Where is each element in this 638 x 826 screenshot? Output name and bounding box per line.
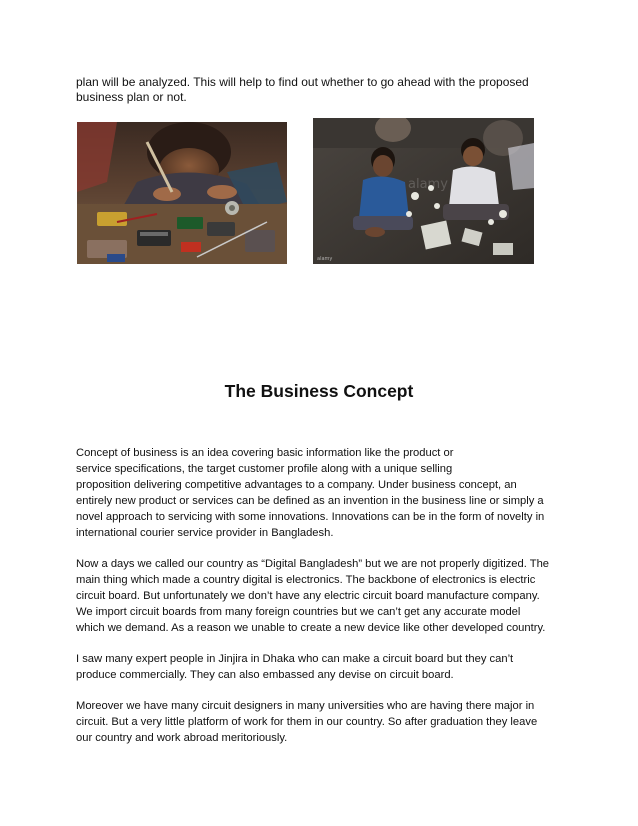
photo-electronics-repair xyxy=(77,122,287,264)
text-line: which we demand. As a reason we unable to create a new device like other developed country. xyxy=(76,621,546,634)
text-line: main thing which made a country digital is electronics. The backbone of electronics is electric xyxy=(76,573,536,586)
text-line: I saw many expert people in Jinjira in Dhaka who can make a circuit board but they can’t xyxy=(76,652,514,665)
watermark-text: alamy xyxy=(408,177,448,192)
text-line: circuit. But a very little platform of work for them in our country. So after graduation they leave xyxy=(76,716,538,729)
text-line: novel approach to servicing with some innovations. Innovations can be in the form of novelty in xyxy=(76,510,545,523)
text-line: entirely new product or services can be defined as an invention in the business line or simply a xyxy=(76,494,544,507)
text-line: Moreover we have many circuit designers in many universities who are having there major in xyxy=(76,700,535,713)
text-line: service specifications, the target customer profile along with a unique selling xyxy=(76,462,453,475)
text-line: our country and work abroad meritoriously. xyxy=(76,732,288,745)
photo-children-on-floor xyxy=(313,118,534,264)
paragraph xyxy=(76,699,566,747)
text-line: Concept of business is an idea covering basic information like the product or xyxy=(76,447,454,459)
paragraph xyxy=(76,446,566,541)
svg-text:alamy: alamy xyxy=(317,256,333,262)
text-line: business plan or not. xyxy=(76,89,187,104)
section-heading: The Business Concept xyxy=(224,381,414,401)
intro-paragraph xyxy=(76,75,566,104)
section-body xyxy=(76,446,566,763)
text-line: international courier service provider in Bangladesh. xyxy=(76,526,334,539)
text-line: plan will be analyzed. This will help to find out whether to go ahead with the proposed xyxy=(76,75,529,89)
text-line: produce commercially. They can also embassed any devise on circuit board. xyxy=(76,668,454,681)
text-line: Now a days we called our country as “Digital Bangladesh” but we are not properly digitized. The xyxy=(76,557,550,570)
text-line: circuit board. But unfortunately we don’t have any electric circuit board manufacture company. xyxy=(76,589,540,602)
text-line: We import circuit boards from many foreign countries but we can’t get any accurate model xyxy=(76,605,521,618)
text-line: proposition delivering competitive advantages to a company. Under business concept, an xyxy=(76,478,517,491)
paragraph xyxy=(76,652,566,684)
paragraph xyxy=(76,557,566,637)
